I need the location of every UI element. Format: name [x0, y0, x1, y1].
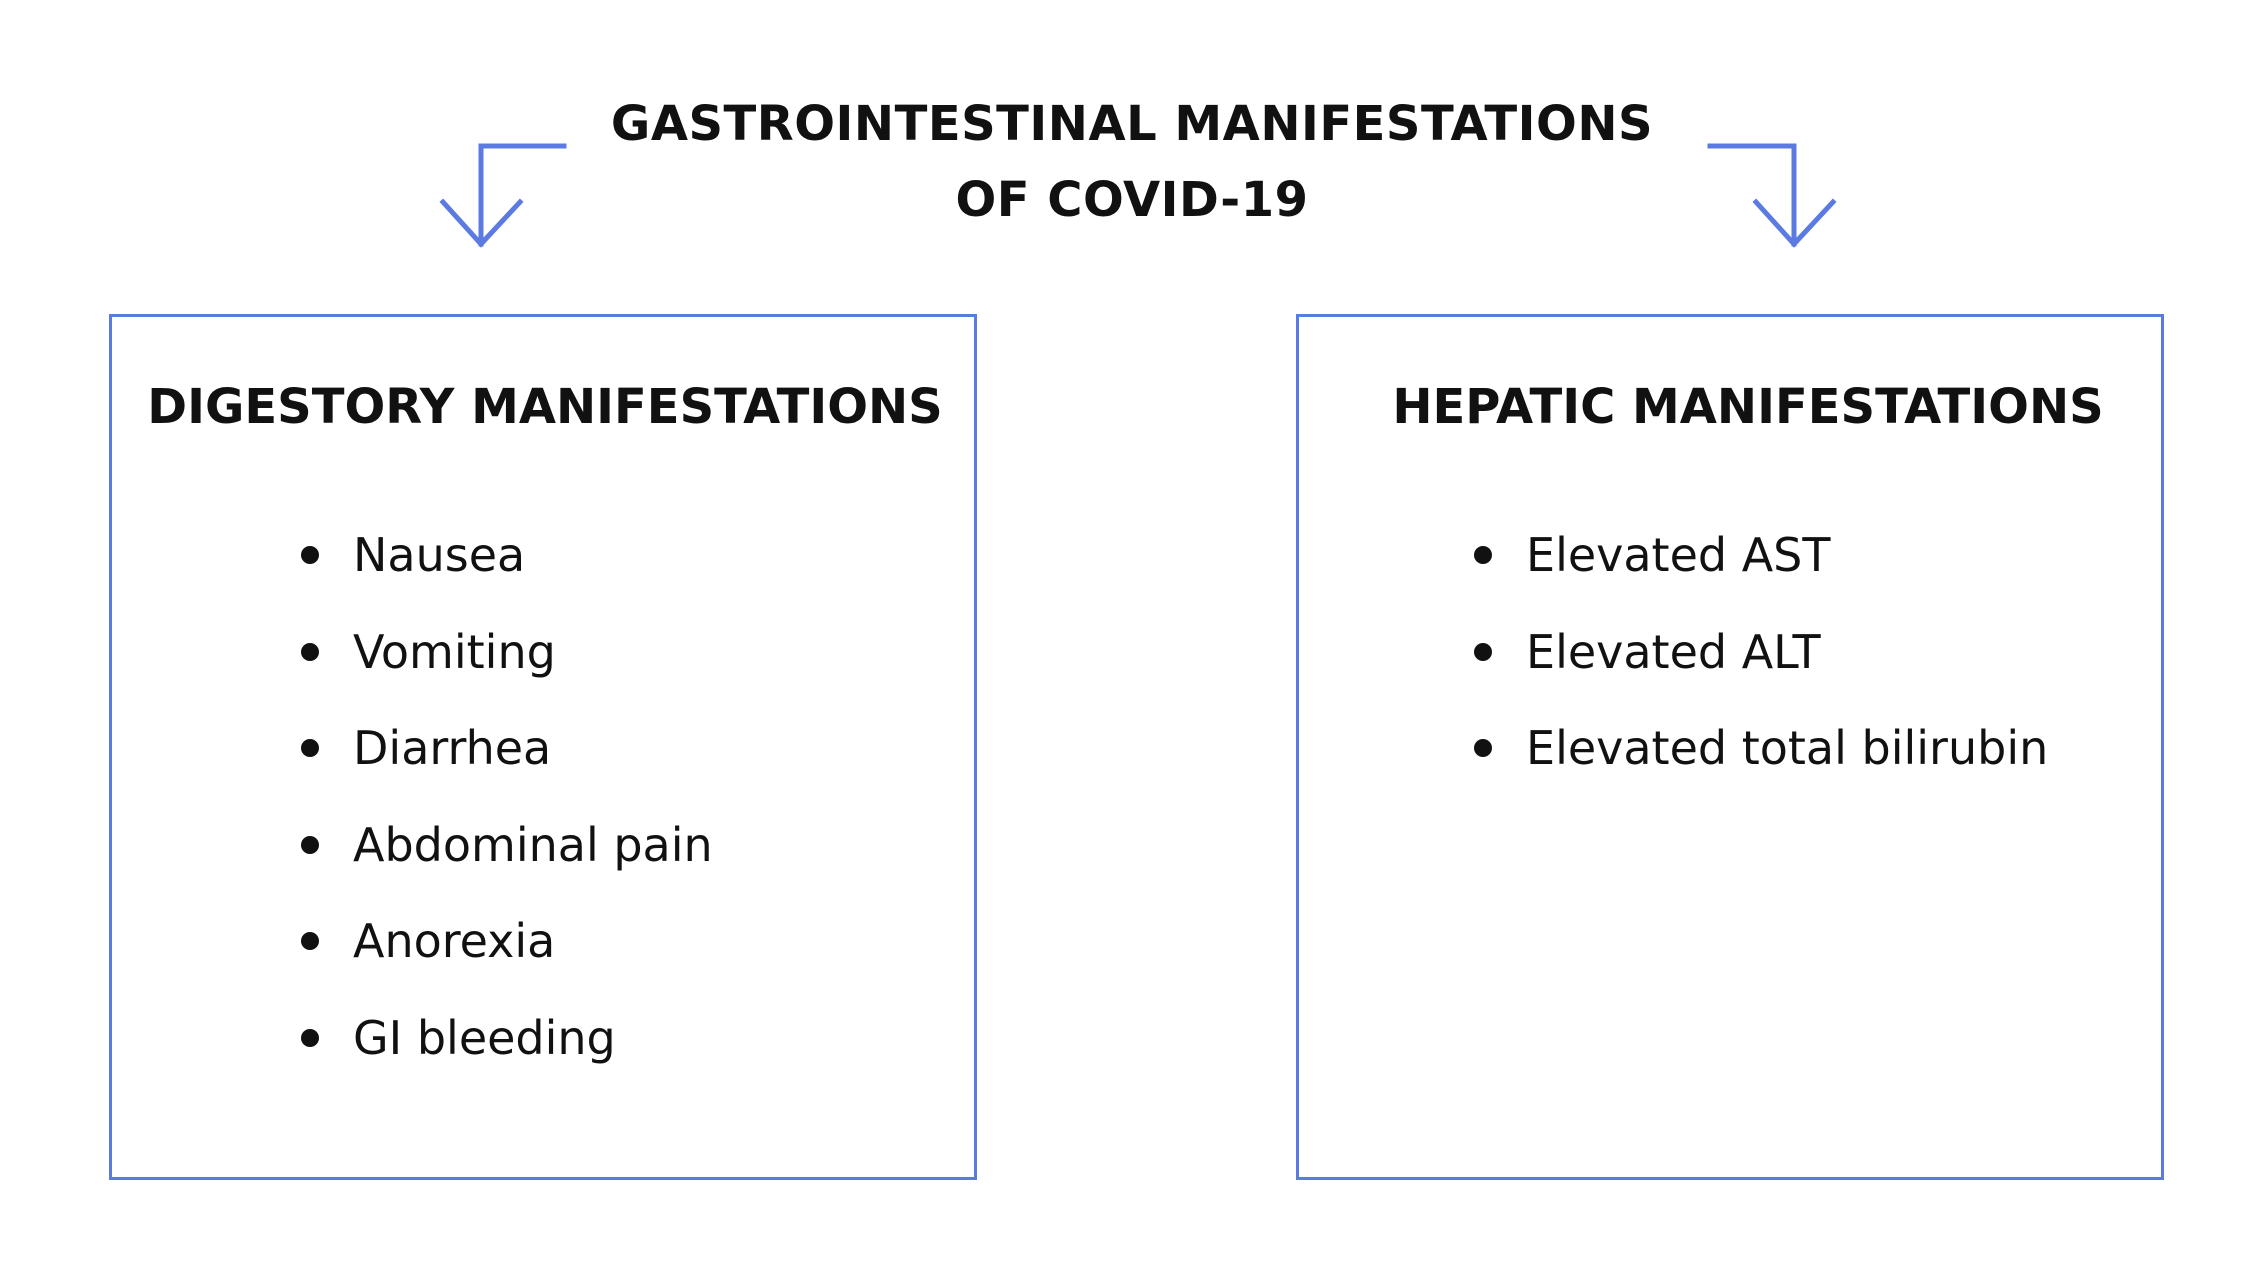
- list-item: [301, 700, 713, 797]
- list-item-label: Elevated AST: [1526, 528, 1831, 582]
- bullet-icon: [301, 1029, 319, 1047]
- list-item: [1474, 604, 2048, 701]
- bullet-icon: [1474, 739, 1492, 757]
- bullet-icon: [1474, 643, 1492, 661]
- hepatic-manifestations-box: [1296, 314, 2164, 1180]
- list-item: [301, 990, 713, 1087]
- list-item-label: Diarrhea: [353, 721, 552, 775]
- title-line-2: OF COVID-19: [955, 172, 1309, 228]
- list-item-label: Elevated ALT: [1526, 624, 1821, 679]
- hepatic-heading: HEPATIC MANIFESTATIONS: [1392, 379, 2104, 435]
- list-item: [301, 507, 713, 604]
- list-item-label: Abdominal pain: [353, 817, 713, 872]
- bullet-icon: [301, 546, 319, 564]
- bullet-icon: [1474, 546, 1492, 564]
- right-arrow-icon: [1710, 146, 1833, 244]
- list-item-label: GI bleeding: [353, 1010, 616, 1065]
- list-item: [301, 893, 713, 990]
- list-item: [1474, 700, 2048, 797]
- digestory-list: [301, 507, 713, 1086]
- title-line-1: GASTROINTESTINAL MANIFESTATIONS: [610, 96, 1654, 152]
- list-item: [1474, 507, 2048, 604]
- digestory-heading: DIGESTORY MANIFESTATIONS: [147, 379, 943, 435]
- left-arrow-icon: [443, 146, 564, 244]
- hepatic-list: [1474, 507, 2048, 797]
- bullet-icon: [301, 739, 319, 757]
- bullet-icon: [301, 836, 319, 854]
- list-item-label: Nausea: [353, 528, 526, 582]
- list-item-label: Anorexia: [353, 914, 556, 968]
- list-item: [301, 604, 713, 701]
- digestory-manifestations-box: [109, 314, 977, 1180]
- bullet-icon: [301, 932, 319, 950]
- bullet-icon: [301, 643, 319, 661]
- list-item-label: Vomiting: [353, 624, 556, 679]
- list-item-label: Elevated total bilirubin: [1526, 721, 2049, 775]
- list-item: [301, 797, 713, 894]
